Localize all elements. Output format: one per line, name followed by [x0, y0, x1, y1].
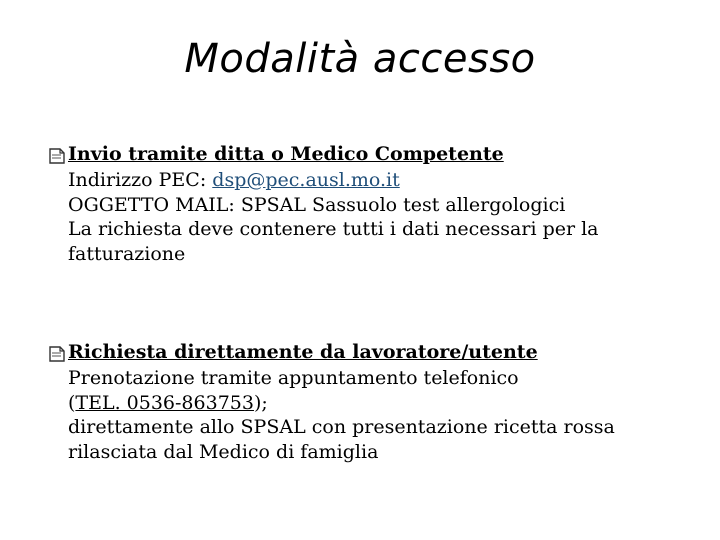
- booking-line: Prenotazione tramite appuntamento telefonico: [68, 367, 519, 389]
- direct-line: direttamente allo SPSAL con presentazione ricetta rossa: [68, 416, 615, 438]
- tel-line: [44, 391, 674, 416]
- slide-title: Modalità accesso: [184, 36, 536, 82]
- section-invio-ditta: [44, 142, 674, 266]
- page-curl-bullet-icon: [44, 144, 68, 168]
- bullet-row: [44, 340, 674, 366]
- pec-label: Indirizzo PEC:: [68, 169, 213, 191]
- section-heading: Invio tramite ditta o Medico Competente: [68, 143, 504, 165]
- section-richiesta-diretta: [44, 340, 674, 464]
- subject-line: OGGETTO MAIL: SPSAL Sassuolo test allergologici: [68, 193, 566, 216]
- email-link[interactable]: dsp@pec.ausl.mo.it: [212, 169, 400, 191]
- requirements-line-cont: fatturazione: [68, 242, 186, 265]
- tel-close: );: [253, 391, 268, 414]
- direct-line-cont: rilasciata dal Medico di famiglia: [68, 440, 379, 463]
- tel-open: (: [68, 391, 76, 414]
- page-curl-bullet-icon: [44, 342, 68, 366]
- tel-link[interactable]: TEL. 0536-863753: [75, 391, 254, 414]
- bullet-row: [44, 142, 674, 168]
- requirements-line: La richiesta deve contenere tutti i dati necessari per la: [68, 218, 599, 240]
- section-heading: Richiesta direttamente da lavoratore/utente: [68, 341, 538, 363]
- pec-line: [44, 168, 674, 193]
